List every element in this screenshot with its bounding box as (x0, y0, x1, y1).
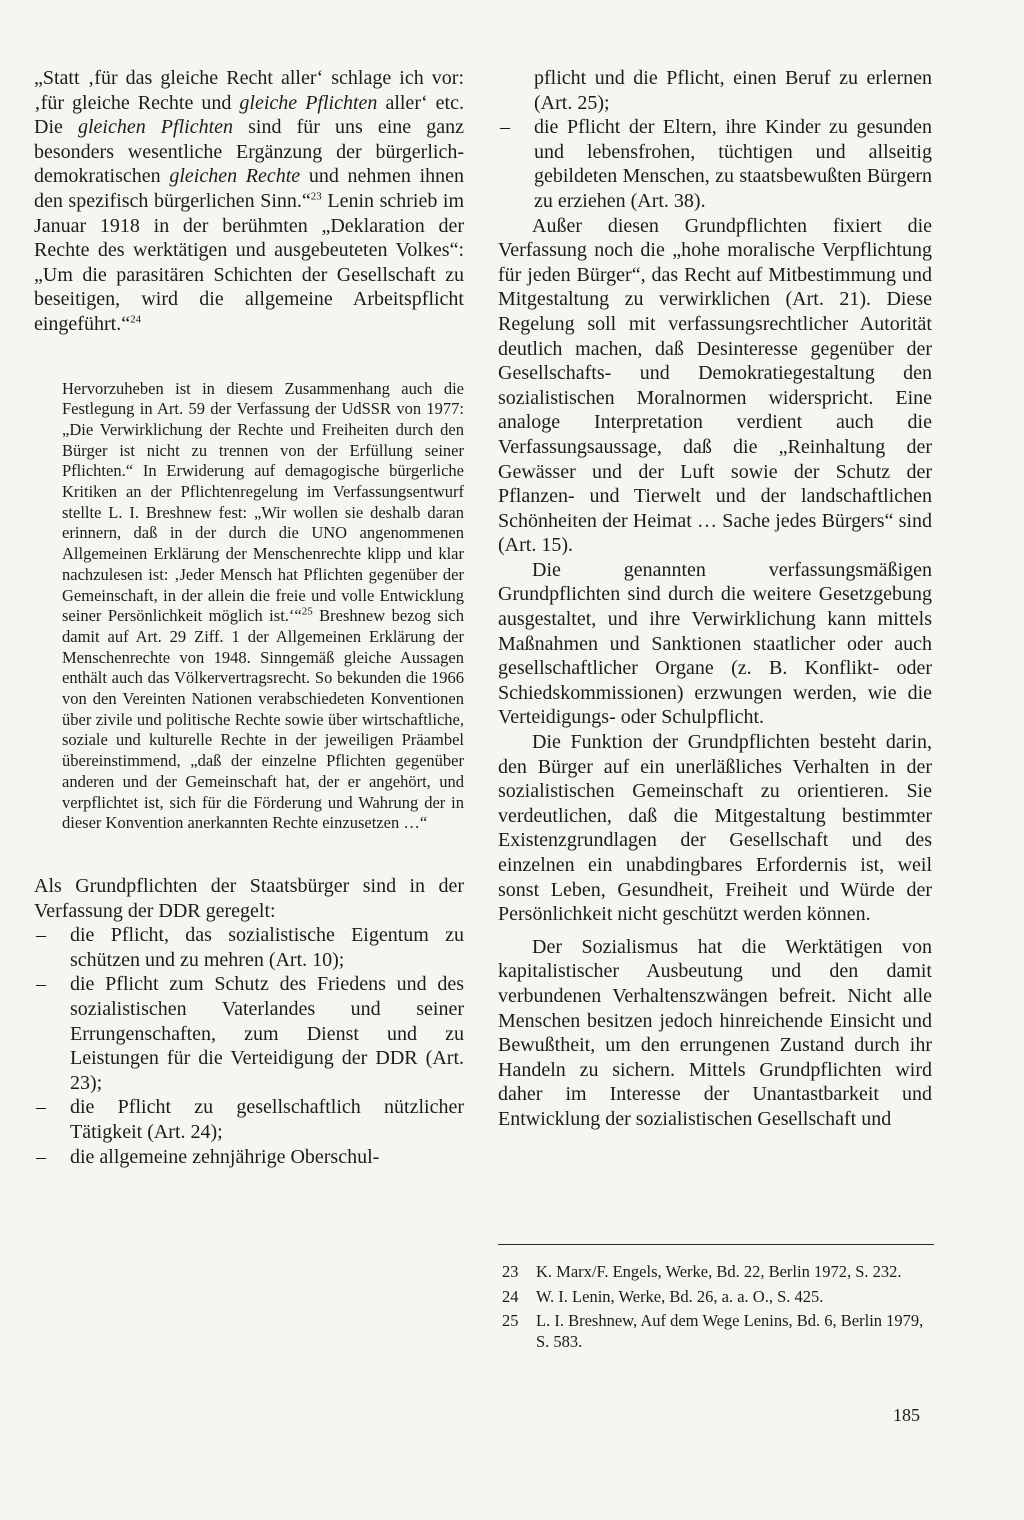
footnote-number: 25 (502, 1311, 519, 1330)
footnote-text: W. I. Lenin, Werke, Bd. 26, a. a. O., S. 425. (536, 1286, 824, 1306)
emphasis-text: gleichen Pflichten (77, 116, 234, 139)
emphasis-text: gleiche Pflichten (239, 91, 378, 114)
footnote-text: K. Marx/F. Engels, Werke, Bd. 22, Berlin 1972, S. 232. (536, 1262, 902, 1281)
grundpflichten-intro: Als Grundpflichten der Staatsbürger sind in der Verfassung der DDR geregelt: (34, 875, 464, 922)
left-column (34, 66, 464, 1169)
duties-list (34, 923, 464, 1169)
list-item: – die allgemeine zehnjährige Oberschul- (34, 1145, 464, 1170)
list-item-continuation: pflicht und die Pflicht, einen Beruf zu erlernen (Art. 25); (534, 67, 932, 114)
text-run: aller‘ etc. Die (34, 91, 464, 139)
page-number: 185 (893, 1405, 920, 1425)
footnote-number: 23 (502, 1262, 519, 1281)
body-paragraph: Außer diesen Grundpflichten fixiert die Verfassung noch die „hohe moralische Verpflichtung für jeden Bürger“, das Recht auf Mitbestimmung und Mitgestaltung zu verwirklichen (Art. 21). Diese Regelung soll mit verfassungsrechtlicher Autorität deutlich machen, daß Desinteresse gegenüber der Gesellschafts- und Demokratiegestaltung den sozialistischen Moralnormen widerspricht. Eine analoge Interpretation verdient auch die Verfassungsaussage, daß die „Reinhaltung der Gewässer und der Luft sowie der Schutz der Pflanzen- und Tierwelt und der landschaftlichen Schönheiten der Heimat … Sache jedes Bürgers“ sind (Art. 15). (498, 214, 932, 557)
text-run: sind für uns eine ganz besonders wesentliche Ergänzung der bürgerlich-demokratischen (34, 116, 464, 188)
body-paragraph: Die Funktion der Grundpflichten besteht darin, den Bürger auf ein unerläßliches Verhalten in der sozialistischen Gemeinschaft zu orientieren. Sie verdeutlichen, daß die Mitgestaltung bestimmter Existenzgrundlagen der Gesellschaft und des einzelnen ein unabdingbares Erfordernis ist, weil sonst Leben, Gesundheit, Freiheit und Würde der Persönlichkeit nicht geschützt werden können. (498, 731, 932, 926)
text-run: Lenin schrieb im Januar 1918 in der berühmten „Deklaration der Rechte des werktätigen und ausgebeuteten Volkes“: „Um die parasitären Schichten der Gesellschaft zu beseitigen, wird die allgemeine Arbeitspflicht eingeführt.“ (34, 189, 464, 335)
duties-list-continued (498, 66, 932, 214)
footnote-ref-24: 24 (130, 313, 142, 326)
list-item: – die Pflicht zu gesellschaftlich nützlicher Tätigkeit (Art. 24); (34, 1095, 464, 1144)
intro-paragraph (34, 66, 464, 337)
list-item: – die Pflicht, das sozialistische Eigentum zu schützen und zu mehren (Art. 10); (34, 923, 464, 972)
footnote-number: 24 (502, 1286, 519, 1306)
right-column (498, 66, 932, 1132)
footnote-ref-23: 23 (310, 190, 322, 203)
text-run: „Statt ‚für das gleiche Recht aller‘ schlage ich vor: ‚für gleiche Rechte und (34, 67, 464, 114)
list-item: – die Pflicht der Eltern, ihre Kinder zu gesunden und lebensfrohen, tüchtigen und allseitig gebildeten Menschen, zu staatsbewußten Bürgern zu erziehen (Art. 38). (498, 115, 932, 213)
footnote-item (498, 1311, 934, 1352)
quote-text: Hervorzuheben ist in diesem Zusammenhang auch die Festlegung in Art. 59 der Verfassung der UdSSR von 1977: „Die Verwirklichung der Rechte und Freiheiten durch den Bürger ist nicht zu trennen von der Erfüllung seiner Pflichten.“ In Erwiderung auf demagogische bürgerliche Kritiken an der Pflichtenregelung im Verfassungsentwurf stellte L. I. Breshnew fest: „Wir wollen sie deshalb daran erinnern, daß in der durch die UNO angenommenen Allgemeinen Erklärung der Menschenrechte klipp und klar nachzulesen ist: ‚Jeder Mensch hat Pflichten gegenüber der Gemeinschaft, in der allein die freie und volle Entwicklung seiner Persönlichkeit möglich ist.‘“ (62, 378, 464, 626)
footnote-item (498, 1287, 934, 1308)
footnotes (498, 1262, 934, 1356)
body-paragraph: Die genannten verfassungsmäßigen Grundpflichten sind durch die weitere Gesetzgebung ausgestaltet, und ihre Verwirklichung kann mittels Maßnahmen und Sanktionen staatlicher oder auch gesellschaftlicher Organe (z. B. Konflikt- oder Schiedskommissionen) erzwungen werden, wie die Verteidigungs- oder Schulpflicht. (498, 558, 932, 729)
footnote-text: L. I. Breshnew, Auf dem Wege Lenins, Bd. 6, Berlin 1979, S. 583. (536, 1311, 924, 1351)
footnote-item (498, 1262, 934, 1283)
footnote-divider (498, 1244, 934, 1245)
block-quote (62, 379, 464, 834)
list-item: – die Pflicht zum Schutz des Friedens und des sozialistischen Vaterlandes und seiner Errungenschaften, zum Dienst und zu Leistungen für die Verteidigung der DDR (Art. 23); (34, 972, 464, 1095)
footnote-ref-25: 25 (301, 605, 313, 618)
body-paragraph: Der Sozialismus hat die Werktätigen von kapitalistischer Ausbeutung und den damit verbundenen Verhaltenszwängen befreit. Nicht alle Menschen besitzen jedoch hinreichende Einsicht und Bewußtheit, um den errungenen Zustand durch ihr Handeln zu sichern. Mittels Grundpflichten wird daher im Interesse der Unantastbarkeit und Entwicklung der sozialistischen Gesellschaft und (498, 935, 932, 1130)
quote-text: Breshnew bezog sich damit auf Art. 29 Ziff. 1 der Allgemeinen Erklärung der Menschenrechte von 1948. Sinngemäß gleiche Aussagen enthält auch das Völkervertragsrecht. So bekunden die 1966 von den Vereinten Nationen verabschiedeten Konventionen über zivile und politische Rechte sowie über wirtschaftliche, soziale und kulturelle Rechte in der jeweiligen Präambel übereinstimmend, „daß der einzelne Pflichten gegenüber anderen und der Gemeinschaft hat, der er angehört, und verpflichtet ist, sich für die Förderung und Wahrung der in dieser Konvention anerkannten Rechte einzusetzen …“ (62, 606, 464, 833)
text-run: und nehmen ihnen den spezifisch bürgerlichen Sinn.“ (34, 165, 464, 212)
emphasis-text: gleichen Rechte (169, 165, 301, 188)
